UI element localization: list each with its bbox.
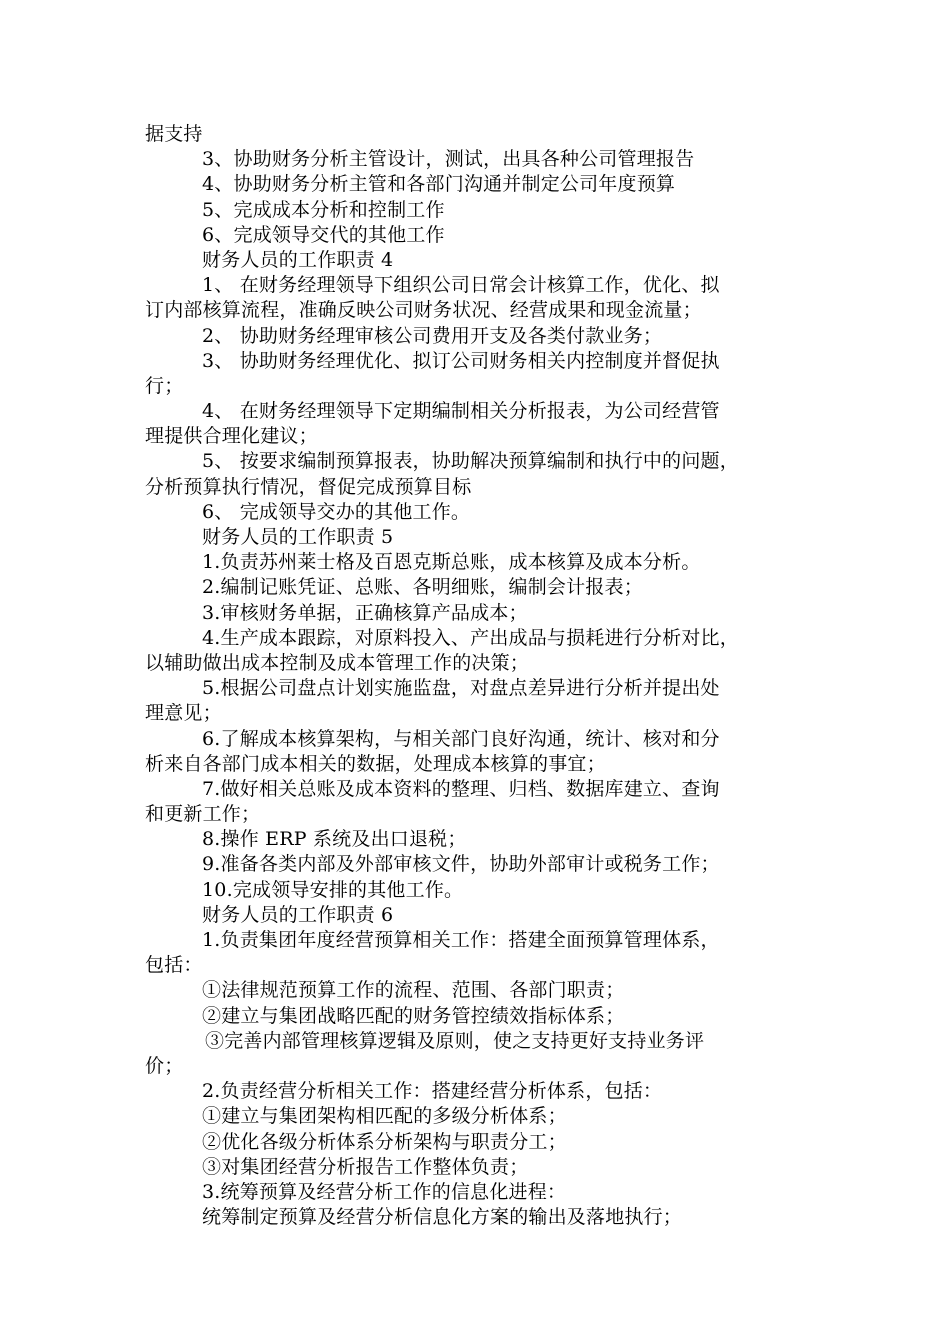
text-line: ①法律规范预算工作的流程、范围、各部门职责； <box>202 979 625 1002</box>
text-line: 3.审核财务单据，正确核算产品成本； <box>202 601 528 624</box>
text-line: ②建立与集团战略匹配的财务管控绩效指标体系； <box>202 1004 625 1027</box>
text-line: 5.根据公司盘点计划实施监盘，对盘点差异进行分析并提出处 <box>202 677 720 700</box>
text-line: 6、 完成领导交办的其他工作。 <box>202 500 471 523</box>
text-line: 财务人员的工作职责 5 <box>202 526 394 548</box>
text-line: 4、协助财务分析主管和各部门沟通并制定公司年度预算 <box>202 173 676 196</box>
text-line: 3、协助财务分析主管设计，测试，出具各种公司管理报告 <box>202 148 695 171</box>
document-body <box>145 122 825 1230</box>
text-line: 理提供合理化建议； <box>145 425 318 448</box>
text-line: 以辅助做出成本控制及成本管理工作的决策； <box>145 651 530 674</box>
text-line: 价； <box>145 1054 184 1077</box>
text-line: 4、 在财务经理领导下定期编制相关分析报表，为公司经营管 <box>202 400 720 423</box>
text-line: 财务人员的工作职责 6 <box>202 903 394 926</box>
text-line: ①建立与集团架构相匹配的多级分析体系； <box>202 1105 567 1128</box>
text-line: 6.了解成本核算架构，与相关部门良好沟通，统计、核对和分 <box>202 727 720 750</box>
text-line: 1.负责集团年度经营预算相关工作：搭建全面预算管理体系， <box>202 929 720 951</box>
text-line: 8.操作 ERP 系统及出口退税； <box>202 828 467 851</box>
text-line: 9.准备各类内部及外部审核文件，协助外部审计或税务工作； <box>202 853 720 876</box>
text-line: ②优化各级分析体系分析架构与职责分工； <box>202 1130 567 1153</box>
text-line: 财务人员的工作职责 4 <box>202 248 394 271</box>
text-line: 6、完成领导交代的其他工作 <box>202 223 445 246</box>
text-line: 1、 在财务经理领导下组织公司日常会计核算工作，优化、拟 <box>202 274 720 297</box>
text-line: 析来自各部门成本相关的数据，处理成本核算的事宜； <box>145 752 606 775</box>
text-line: 5、完成成本分析和控制工作 <box>202 198 445 221</box>
text-line: 2、 协助财务经理审核公司费用开支及各类付款业务； <box>202 324 663 347</box>
text-line: 4.生产成本跟踪，对原料投入、产出成品与损耗进行分析对比， <box>202 626 739 649</box>
text-line: ③完善内部管理核算逻辑及原则，使之支持更好支持业务评 <box>205 1029 705 1052</box>
text-line: 3、 协助财务经理优化、拟订公司财务相关内控制度并督促执 <box>202 349 720 372</box>
text-line: 行； <box>145 374 184 397</box>
text-line: 3.统筹预算及经营分析工作的信息化进程： <box>202 1180 567 1203</box>
text-line: 2.编制记账凭证、总账、各明细账，编制会计报表； <box>202 576 643 599</box>
text-line: 和更新工作； <box>145 803 261 826</box>
text-line: 2.负责经营分析相关工作：搭建经营分析体系，包括： <box>202 1080 663 1103</box>
text-line: 分析预算执行情况，督促完成预算目标 <box>145 475 472 498</box>
text-line: ③对集团经营分析报告工作整体负责； <box>202 1155 529 1178</box>
text-line: 据支持 <box>145 123 203 145</box>
text-line: 统筹制定预算及经营分析信息化方案的输出及落地执行； <box>202 1206 683 1229</box>
text-line: 5、 按要求编制预算报表，协助解决预算编制和执行中的问题， <box>202 450 739 473</box>
text-line: 1.负责苏州莱士格及百恩克斯总账，成本核算及成本分析。 <box>202 551 701 574</box>
text-line: 10.完成领导安排的其他工作。 <box>202 878 464 901</box>
text-line: 7.做好相关总账及成本资料的整理、归档、数据库建立、查询 <box>202 777 720 800</box>
text-line: 包括： <box>145 954 203 977</box>
text-line: 订内部核算流程，准确反映公司财务状况、经营成果和现金流量； <box>145 299 702 322</box>
text-line: 理意见； <box>145 702 222 725</box>
